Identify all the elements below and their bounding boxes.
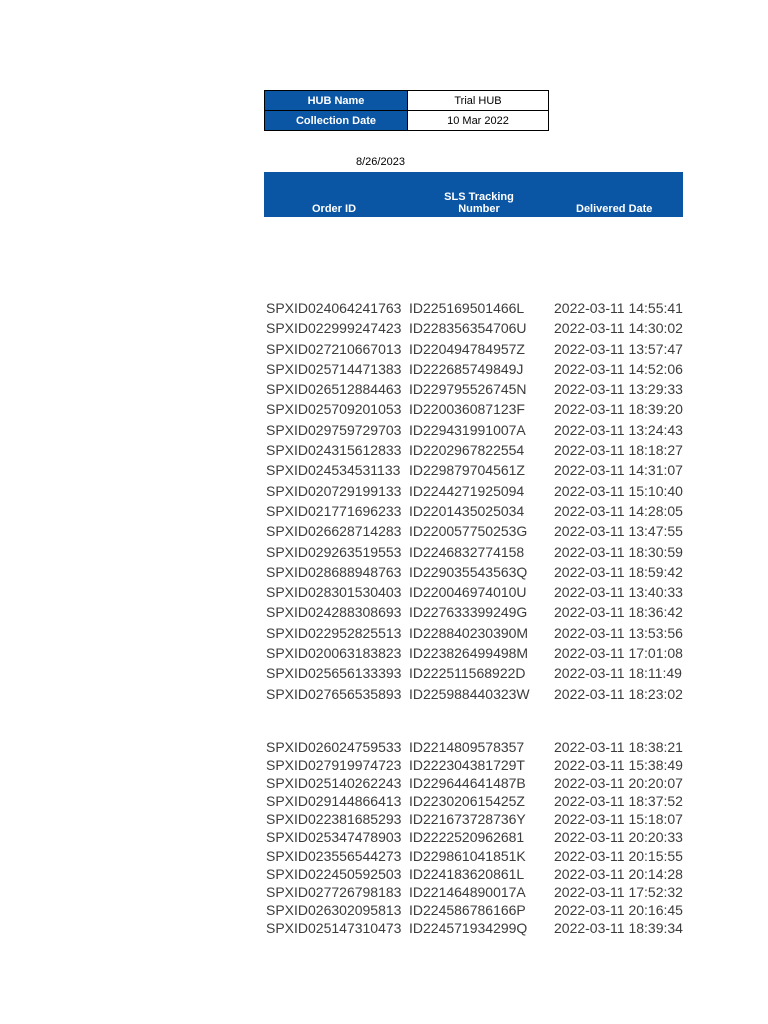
delivered-date-cell: 2022-03-11 18:18:27: [554, 442, 683, 459]
table-row: [0, 542, 768, 562]
order-id-cell: SPXID028688948763: [266, 563, 402, 580]
table-row: [0, 623, 768, 643]
table-row: [0, 481, 768, 501]
order-id-cell: SPXID029144866413: [266, 793, 402, 810]
delivered-date-cell: 2022-03-11 17:01:08: [554, 645, 683, 662]
order-id-cell: SPXID027656535893: [266, 685, 402, 702]
table-row: [0, 298, 768, 318]
table-row: [0, 883, 768, 901]
order-id-cell: SPXID022952825513: [266, 624, 402, 641]
sls-tracking-cell: ID224183620861L: [409, 865, 525, 882]
sls-tracking-cell: ID225988440323W: [409, 685, 530, 702]
table-row: [0, 865, 768, 883]
table-row: [0, 828, 768, 846]
delivery-rows-group-1: [0, 298, 768, 704]
sls-tracking-cell: ID227633399249G: [409, 604, 528, 621]
sls-tracking-cell: ID2214809578357: [409, 739, 525, 755]
order-id-cell: SPXID022381685293: [266, 811, 402, 828]
sls-tracking-cell: ID224586786166P: [409, 901, 526, 918]
order-id-cell: SPXID021771696233: [266, 502, 402, 519]
sls-tracking-cell: ID229879704561Z: [409, 462, 525, 479]
sls-tracking-cell: ID229861041851K: [409, 847, 526, 864]
delivered-date-cell: 2022-03-11 18:59:42: [554, 563, 683, 580]
sls-tracking-cell: ID229431991007A: [409, 421, 526, 438]
collection-date-value: 10 Mar 2022: [408, 111, 549, 131]
sls-tracking-cell: ID2222520962681: [409, 829, 525, 846]
order-id-cell: SPXID025147310473: [266, 919, 402, 936]
table-row: [0, 847, 768, 865]
delivered-date-cell: 2022-03-11 13:29:33: [554, 381, 683, 398]
table-row: [0, 440, 768, 460]
sls-tracking-cell: ID220057750253G: [409, 523, 528, 540]
delivered-date-cell: 2022-03-11 14:52:06: [554, 360, 683, 377]
sls-tracking-cell: ID222304381729T: [409, 757, 525, 774]
delivered-date-cell: 2022-03-11 18:36:42: [554, 604, 683, 621]
order-id-cell: SPXID028301530403: [266, 584, 402, 601]
collection-date-label: Collection Date: [265, 111, 408, 131]
delivered-date-cell: 2022-03-11 14:55:41: [554, 300, 683, 316]
sls-tracking-cell: ID222511568922D: [409, 665, 526, 682]
order-id-cell: SPXID023556544273: [266, 847, 402, 864]
sls-tracking-header: [436, 191, 522, 215]
delivered-date-cell: 2022-03-11 17:52:32: [554, 883, 683, 900]
table-row: [0, 582, 768, 602]
table-row: [0, 379, 768, 399]
sls-header-line-1: SLS Tracking: [444, 191, 514, 203]
delivered-date-cell: 2022-03-11 14:30:02: [554, 320, 683, 337]
table-row: [0, 810, 768, 828]
delivered-date-cell: 2022-03-11 14:28:05: [554, 502, 683, 519]
order-id-cell: SPXID026512884463: [266, 381, 402, 398]
order-id-cell: SPXID026024759533: [266, 739, 402, 755]
delivered-date-cell: 2022-03-11 13:24:43: [554, 421, 683, 438]
delivered-date-cell: 2022-03-11 13:57:47: [554, 340, 683, 357]
sls-tracking-cell: ID222685749849J: [409, 360, 524, 377]
order-id-cell: SPXID027726798183: [266, 883, 402, 900]
table-row: [0, 339, 768, 359]
order-id-cell: SPXID024064241763: [266, 300, 402, 316]
delivered-date-cell: 2022-03-11 20:20:33: [554, 829, 683, 846]
order-id-cell: SPXID025347478903: [266, 829, 402, 846]
table-row: [0, 756, 768, 774]
delivered-date-cell: 2022-03-11 13:47:55: [554, 523, 683, 540]
order-id-cell: SPXID029759729703: [266, 421, 402, 438]
table-row: [0, 460, 768, 480]
delivered-date-cell: 2022-03-11 18:39:20: [554, 401, 683, 418]
sls-tracking-cell: ID229644641487B: [409, 775, 526, 792]
collection-date-row: [265, 111, 549, 131]
sls-tracking-cell: ID220046974010U: [409, 584, 527, 601]
delivered-date-cell: 2022-03-11 15:38:49: [554, 757, 683, 774]
order-id-cell: SPXID026302095813: [266, 901, 402, 918]
delivered-date-cell: 2022-03-11 18:37:52: [554, 793, 683, 810]
order-id-cell: SPXID029263519553: [266, 543, 402, 560]
table-row: [0, 774, 768, 792]
order-id-cell: SPXID024315612833: [266, 442, 402, 459]
table-row: [0, 738, 768, 756]
delivered-date-cell: 2022-03-11 20:14:28: [554, 865, 683, 882]
sls-tracking-cell: ID220494784957Z: [409, 340, 525, 357]
delivered-date-cell: 2022-03-11 14:31:07: [554, 462, 683, 479]
delivered-date-cell: 2022-03-11 15:10:40: [554, 482, 683, 499]
sls-tracking-cell: ID2246832774158: [409, 543, 525, 560]
hub-name-row: [265, 91, 549, 111]
sls-tracking-cell: ID223826499498M: [409, 645, 529, 662]
order-id-cell: SPXID022450592503: [266, 865, 402, 882]
table-row: [0, 399, 768, 419]
table-header: [264, 172, 683, 217]
order-id-cell: SPXID022999247423: [266, 320, 402, 337]
hub-name-label: HUB Name: [265, 91, 408, 111]
sls-tracking-cell: ID228356354706U: [409, 320, 527, 337]
table-row: [0, 919, 768, 937]
hub-name-value: Trial HUB: [408, 91, 549, 111]
table-row: [0, 663, 768, 683]
delivered-date-cell: 2022-03-11 20:15:55: [554, 847, 683, 864]
delivered-date-cell: 2022-03-11 18:11:49: [554, 665, 682, 682]
table-row: [0, 643, 768, 663]
table-row: [0, 901, 768, 919]
table-row: [0, 562, 768, 582]
order-id-cell: SPXID024534531133: [266, 462, 401, 479]
order-id-cell: SPXID020063183823: [266, 645, 402, 662]
sls-tracking-cell: ID221673728736Y: [409, 811, 526, 828]
sls-tracking-cell: ID221464890017A: [409, 883, 526, 900]
sls-tracking-cell: ID2244271925094: [409, 482, 525, 499]
sls-tracking-cell: ID224571934299Q: [409, 919, 528, 936]
delivered-date-cell: 2022-03-11 20:20:07: [554, 775, 683, 792]
delivered-date-cell: 2022-03-11 18:38:21: [554, 739, 683, 755]
order-id-cell: SPXID025140262243: [266, 775, 402, 792]
table-row: [0, 359, 768, 379]
table-row: [0, 684, 768, 704]
sls-header-line-2: Number: [458, 203, 500, 215]
sls-tracking-cell: ID2202967822554: [409, 442, 525, 459]
report-date: 8/26/2023: [356, 156, 405, 168]
delivery-rows-group-2: [0, 738, 768, 937]
order-id-cell: SPXID025656133393: [266, 665, 402, 682]
table-row: [0, 501, 768, 521]
sls-tracking-cell: ID225169501466L: [409, 300, 525, 316]
table-row: [0, 792, 768, 810]
sls-tracking-cell: ID220036087123F: [409, 401, 525, 418]
sls-tracking-cell: ID2201435025034: [409, 502, 525, 519]
delivered-date-cell: 2022-03-11 18:23:02: [554, 685, 683, 702]
order-id-cell: SPXID025709201053: [266, 401, 402, 418]
table-row: [0, 318, 768, 338]
table-row: [0, 602, 768, 622]
order-id-cell: SPXID026628714283: [266, 523, 402, 540]
table-row: [0, 521, 768, 541]
order-id-cell: SPXID025714471383: [266, 360, 402, 377]
sls-tracking-cell: ID229035543563Q: [409, 563, 528, 580]
table-row: [0, 420, 768, 440]
order-id-cell: SPXID024288308693: [266, 604, 402, 621]
hub-info-table: [264, 90, 549, 131]
delivered-date-header: Delivered Date: [576, 203, 653, 215]
delivered-date-cell: 2022-03-11 13:53:56: [554, 624, 683, 641]
order-id-cell: SPXID027919974723: [266, 757, 402, 774]
sls-tracking-cell: ID223020615425Z: [409, 793, 525, 810]
delivered-date-cell: 2022-03-11 15:18:07: [554, 811, 683, 828]
delivered-date-cell: 2022-03-11 18:39:34: [554, 919, 683, 936]
delivered-date-cell: 2022-03-11 18:30:59: [554, 543, 683, 560]
sls-tracking-cell: ID229795526745N: [409, 381, 527, 398]
delivered-date-cell: 2022-03-11 20:16:45: [554, 901, 683, 918]
order-id-header: Order ID: [312, 203, 357, 215]
delivered-date-cell: 2022-03-11 13:40:33: [554, 584, 683, 601]
order-id-cell: SPXID027210667013: [266, 340, 402, 357]
order-id-cell: SPXID020729199133: [266, 482, 402, 499]
sls-tracking-cell: ID228840230390M: [409, 624, 529, 641]
